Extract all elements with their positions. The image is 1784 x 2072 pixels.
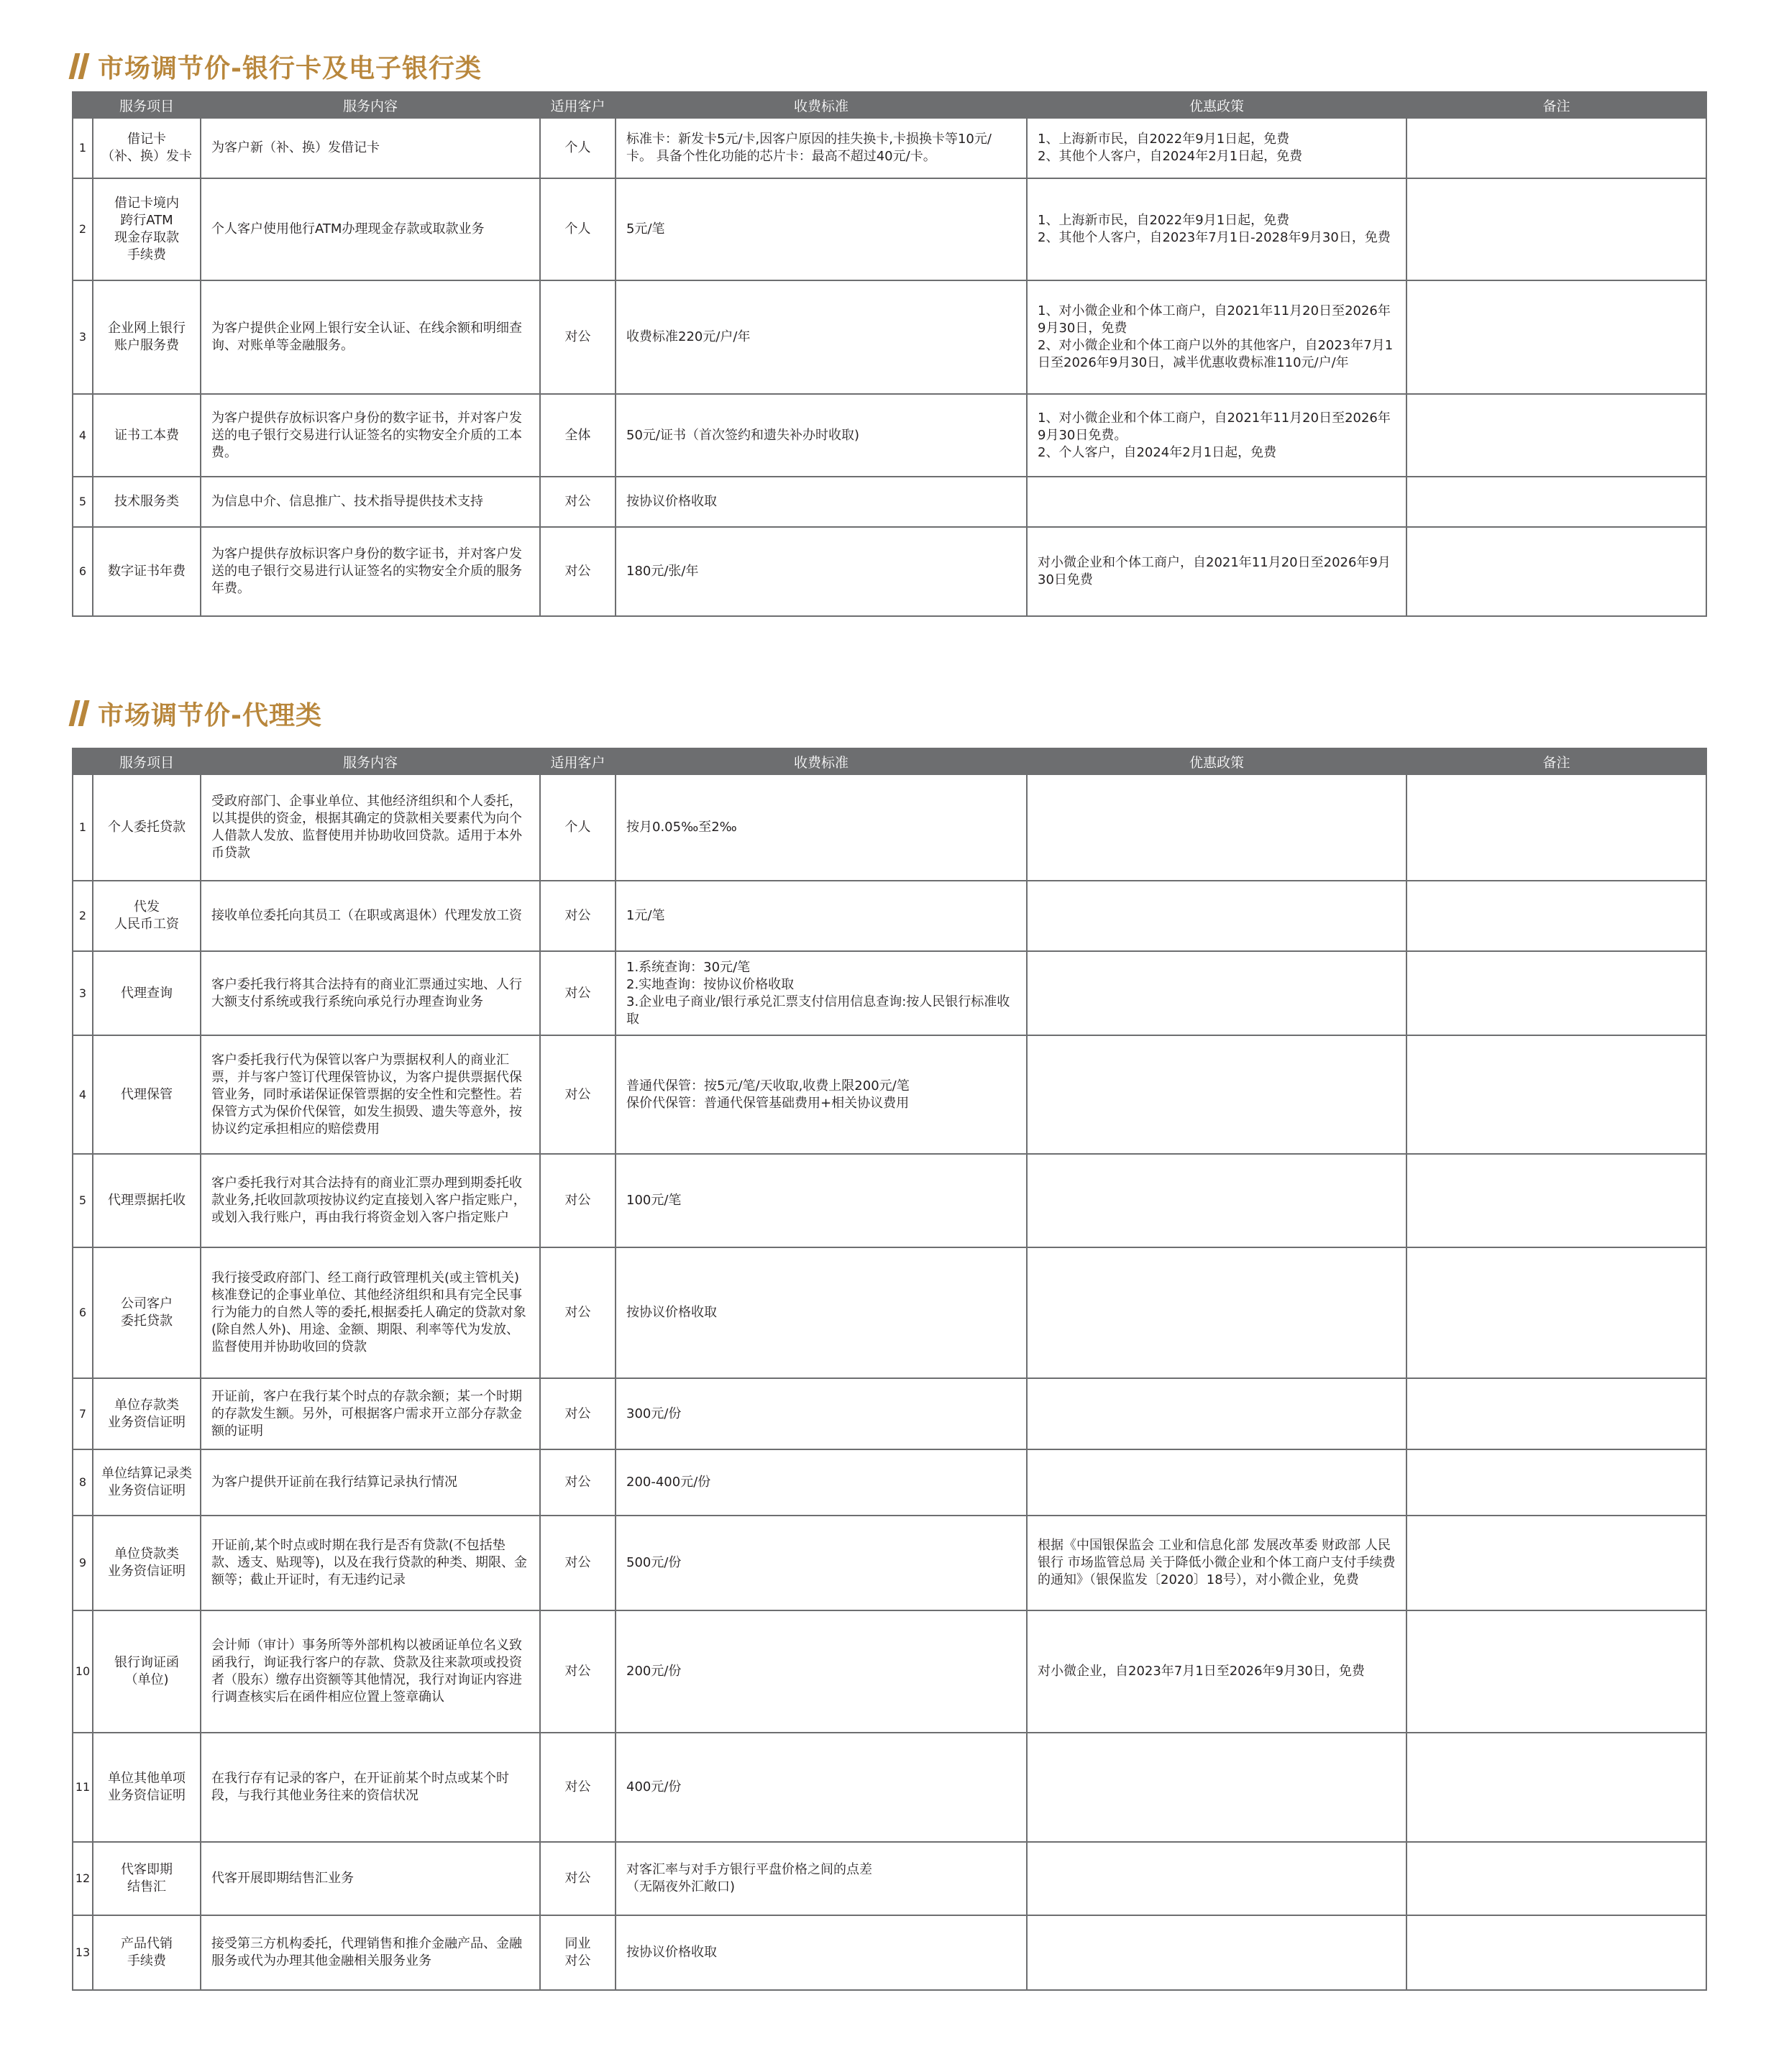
preferential-policy bbox=[1027, 477, 1406, 527]
row-number: 5 bbox=[73, 1154, 93, 1247]
table-header-row bbox=[73, 748, 1706, 774]
header-no bbox=[73, 748, 93, 774]
title-bars-icon bbox=[69, 700, 90, 726]
remark bbox=[1406, 881, 1706, 951]
row-number: 1 bbox=[73, 774, 93, 881]
section-title-bank-card bbox=[72, 45, 482, 88]
service-content: 为信息中介、信息推广、技术指导提供技术支持 bbox=[201, 477, 540, 527]
preferential-policy bbox=[1027, 881, 1406, 951]
applicable-customer: 对公 bbox=[540, 881, 616, 951]
applicable-customer: 对公 bbox=[540, 477, 616, 527]
service-content: 代客开展即期结售汇业务 bbox=[201, 1842, 540, 1915]
remark bbox=[1406, 1154, 1706, 1247]
table-row bbox=[73, 1378, 1706, 1449]
preferential-policy: 1、上海新市民，自2022年9月1日起，免费 2、其他个人客户，自2024年2月1日起，免费 bbox=[1027, 118, 1406, 178]
header-note: 备注 bbox=[1406, 748, 1706, 774]
fee-standard: 5元/笔 bbox=[616, 178, 1027, 280]
row-number: 2 bbox=[73, 178, 93, 280]
header-no bbox=[73, 92, 93, 118]
remark bbox=[1406, 1247, 1706, 1378]
fee-standard: 100元/笔 bbox=[616, 1154, 1027, 1247]
fee-standard: 200-400元/份 bbox=[616, 1449, 1027, 1516]
service-item: 数字证书年费 bbox=[93, 527, 201, 616]
applicable-customer: 个人 bbox=[540, 178, 616, 280]
fee-standard: 对客汇率与对手方银行平盘价格之间的点差 （无隔夜外汇敞口) bbox=[616, 1842, 1027, 1915]
fee-table-bank-card bbox=[72, 91, 1707, 617]
remark bbox=[1406, 178, 1706, 280]
applicable-customer: 对公 bbox=[540, 1247, 616, 1378]
table-row bbox=[73, 881, 1706, 951]
fee-standard: 按协议价格收取 bbox=[616, 1247, 1027, 1378]
section-title-text: 市场调节价-代理类 bbox=[98, 700, 322, 730]
service-content: 为客户提供存放标识客户身份的数字证书，并对客户发送的电子银行交易进行认证签名的实物安全介质的工本费。 bbox=[201, 394, 540, 477]
service-content: 开证前，客户在我行某个时点的存款余额；某一个时期的存款发生额。另外，可根据客户需求开立部分存款金额的证明 bbox=[201, 1378, 540, 1449]
row-number: 10 bbox=[73, 1610, 93, 1733]
fee-standard: 按协议价格收取 bbox=[616, 477, 1027, 527]
service-item: 借记卡境内 跨行ATM 现金存取款 手续费 bbox=[93, 178, 201, 280]
remark bbox=[1406, 477, 1706, 527]
row-number: 1 bbox=[73, 118, 93, 178]
row-number: 2 bbox=[73, 881, 93, 951]
preferential-policy: 对小微企业，自2023年7月1日至2026年9月30日，免费 bbox=[1027, 1610, 1406, 1733]
service-item: 借记卡 （补、换）发卡 bbox=[93, 118, 201, 178]
remark bbox=[1406, 951, 1706, 1035]
service-item: 代理保管 bbox=[93, 1035, 201, 1154]
remark bbox=[1406, 1516, 1706, 1610]
applicable-customer: 对公 bbox=[540, 1610, 616, 1733]
service-content: 为客户提供开证前在我行结算记录执行情况 bbox=[201, 1449, 540, 1516]
table-row bbox=[73, 1516, 1706, 1610]
table-row bbox=[73, 1154, 1706, 1247]
header-customer: 适用客户 bbox=[540, 92, 616, 118]
table-row bbox=[73, 951, 1706, 1035]
remark bbox=[1406, 118, 1706, 178]
row-number: 6 bbox=[73, 1247, 93, 1378]
header-customer: 适用客户 bbox=[540, 748, 616, 774]
row-number: 12 bbox=[73, 1842, 93, 1915]
applicable-customer: 对公 bbox=[540, 1378, 616, 1449]
service-content: 客户委托我行对其合法持有的商业汇票办理到期委托收款业务,托收回款项按协议约定直接划入客户指定账户，或划入我行账户，再由我行将资金划入客户指定账户 bbox=[201, 1154, 540, 1247]
header-policy: 优惠政策 bbox=[1027, 92, 1406, 118]
preferential-policy bbox=[1027, 1154, 1406, 1247]
fee-standard: 180元/张/年 bbox=[616, 527, 1027, 616]
preferential-policy bbox=[1027, 1449, 1406, 1516]
preferential-policy: 1、对小微企业和个体工商户，自2021年11月20日至2026年9月30日免费。 2、个人客户，自2024年2月1日起，免费 bbox=[1027, 394, 1406, 477]
service-item: 代发 人民币工资 bbox=[93, 881, 201, 951]
preferential-policy bbox=[1027, 1378, 1406, 1449]
header-content: 服务内容 bbox=[201, 92, 540, 118]
table-row bbox=[73, 477, 1706, 527]
preferential-policy: 1、上海新市民，自2022年9月1日起，免费 2、其他个人客户，自2023年7月1日-2028年9月30日，免费 bbox=[1027, 178, 1406, 280]
table-row bbox=[73, 394, 1706, 477]
applicable-customer: 对公 bbox=[540, 1154, 616, 1247]
service-content: 受政府部门、企事业单位、其他经济组织和个人委托，以其提供的资金，根据其确定的贷款相关要素代为向个人借款人发放、监督使用并协助收回贷款。适用于本外币贷款 bbox=[201, 774, 540, 881]
applicable-customer: 对公 bbox=[540, 1449, 616, 1516]
fee-standard: 按协议价格收取 bbox=[616, 1915, 1027, 1990]
service-content: 个人客户使用他行ATM办理现金存款或取款业务 bbox=[201, 178, 540, 280]
fee-standard: 收费标准220元/户/年 bbox=[616, 280, 1027, 394]
applicable-customer: 对公 bbox=[540, 1516, 616, 1610]
applicable-customer: 个人 bbox=[540, 774, 616, 881]
table-row bbox=[73, 178, 1706, 280]
service-item: 证书工本费 bbox=[93, 394, 201, 477]
remark bbox=[1406, 527, 1706, 616]
service-item: 代理查询 bbox=[93, 951, 201, 1035]
service-content: 为客户提供存放标识客户身份的数字证书，并对客户发送的电子银行交易进行认证签名的实物安全介质的服务年费。 bbox=[201, 527, 540, 616]
fee-standard: 普通代保管：按5元/笔/天收取,收费上限200元/笔 保价代保管：普通代保管基础费用+相关协议费用 bbox=[616, 1035, 1027, 1154]
remark bbox=[1406, 1733, 1706, 1842]
table-row bbox=[73, 1035, 1706, 1154]
service-item: 银行询证函 （单位) bbox=[93, 1610, 201, 1733]
preferential-policy bbox=[1027, 1247, 1406, 1378]
applicable-customer: 个人 bbox=[540, 118, 616, 178]
preferential-policy bbox=[1027, 951, 1406, 1035]
service-item: 产品代销 手续费 bbox=[93, 1915, 201, 1990]
table-row bbox=[73, 774, 1706, 881]
preferential-policy: 根据《中国银保监会 工业和信息化部 发展改革委 财政部 人民银行 市场监管总局 关于降低小微企业和个体工商户支付手续费的通知》（银保监发〔2020〕18号），对小微企业，免费 bbox=[1027, 1516, 1406, 1610]
remark bbox=[1406, 1610, 1706, 1733]
remark bbox=[1406, 1378, 1706, 1449]
table-row bbox=[73, 280, 1706, 394]
header-fee: 收费标准 bbox=[616, 748, 1027, 774]
fee-standard: 400元/份 bbox=[616, 1733, 1027, 1842]
preferential-policy: 对小微企业和个体工商户，自2021年11月20日至2026年9月30日免费 bbox=[1027, 527, 1406, 616]
header-content: 服务内容 bbox=[201, 748, 540, 774]
remark bbox=[1406, 394, 1706, 477]
header-item: 服务项目 bbox=[93, 748, 201, 774]
table-row bbox=[73, 1247, 1706, 1378]
service-content: 为客户新（补、换）发借记卡 bbox=[201, 118, 540, 178]
service-content: 在我行存有记录的客户，在开证前某个时点或某个时段，与我行其他业务往来的资信状况 bbox=[201, 1733, 540, 1842]
row-number: 4 bbox=[73, 1035, 93, 1154]
service-content: 我行接受政府部门、经工商行政管理机关(或主管机关)核准登记的企事业单位、其他经济组织和具有完全民事行为能力的自然人等的委托,根据委托人确定的贷款对象(除自然人外)、用途、金额、期限、利率等代为发放、监督使用并协助收回的贷款 bbox=[201, 1247, 540, 1378]
applicable-customer: 同业 对公 bbox=[540, 1915, 616, 1990]
applicable-customer: 对公 bbox=[540, 1035, 616, 1154]
remark bbox=[1406, 1915, 1706, 1990]
service-item: 单位存款类 业务资信证明 bbox=[93, 1378, 201, 1449]
table-row bbox=[73, 1610, 1706, 1733]
fee-standard: 标准卡：新发卡5元/卡,因客户原因的挂失换卡,卡损换卡等10元/卡。 具备个性化功能的芯片卡：最高不超过40元/卡。 bbox=[616, 118, 1027, 178]
preferential-policy bbox=[1027, 1035, 1406, 1154]
service-item: 代理票据托收 bbox=[93, 1154, 201, 1247]
table-header-row bbox=[73, 92, 1706, 118]
fee-standard: 1.系统查询：30元/笔 2.实地查询：按协议价格收取 3.企业电子商业/银行承兑汇票支付信用信息查询:按人民银行标准收取 bbox=[616, 951, 1027, 1035]
remark bbox=[1406, 1035, 1706, 1154]
service-item: 单位贷款类 业务资信证明 bbox=[93, 1516, 201, 1610]
preferential-policy: 1、对小微企业和个体工商户，自2021年11月20日至2026年9月30日，免费 2、对小微企业和个体工商户以外的其他客户，自2023年7月1日至2026年9月30日，减半优惠收费标准110元/户/年 bbox=[1027, 280, 1406, 394]
fee-standard: 500元/份 bbox=[616, 1516, 1027, 1610]
fee-table-agency bbox=[72, 748, 1707, 1991]
table-row bbox=[73, 1842, 1706, 1915]
table-row bbox=[73, 1449, 1706, 1516]
row-number: 8 bbox=[73, 1449, 93, 1516]
fee-standard: 300元/份 bbox=[616, 1378, 1027, 1449]
header-note: 备注 bbox=[1406, 92, 1706, 118]
row-number: 6 bbox=[73, 527, 93, 616]
row-number: 3 bbox=[73, 951, 93, 1035]
header-policy: 优惠政策 bbox=[1027, 748, 1406, 774]
fee-standard: 200元/份 bbox=[616, 1610, 1027, 1733]
table-row bbox=[73, 1733, 1706, 1842]
row-number: 3 bbox=[73, 280, 93, 394]
title-bars-icon bbox=[69, 53, 90, 79]
service-content: 客户委托我行将其合法持有的商业汇票通过实地、人行大额支付系统或我行系统向承兑行办理查询业务 bbox=[201, 951, 540, 1035]
row-number: 5 bbox=[73, 477, 93, 527]
section-title-text: 市场调节价-银行卡及电子银行类 bbox=[98, 53, 482, 83]
row-number: 13 bbox=[73, 1915, 93, 1990]
applicable-customer: 对公 bbox=[540, 1842, 616, 1915]
remark bbox=[1406, 1449, 1706, 1516]
fee-standard: 1元/笔 bbox=[616, 881, 1027, 951]
table-row bbox=[73, 527, 1706, 616]
fee-standard: 按月0.05‰至2‰ bbox=[616, 774, 1027, 881]
applicable-customer: 对公 bbox=[540, 527, 616, 616]
preferential-policy bbox=[1027, 1842, 1406, 1915]
row-number: 4 bbox=[73, 394, 93, 477]
remark bbox=[1406, 774, 1706, 881]
preferential-policy bbox=[1027, 774, 1406, 881]
preferential-policy bbox=[1027, 1733, 1406, 1842]
service-item: 公司客户 委托贷款 bbox=[93, 1247, 201, 1378]
service-item: 个人委托贷款 bbox=[93, 774, 201, 881]
applicable-customer: 全体 bbox=[540, 394, 616, 477]
service-content: 开证前,某个时点或时期在我行是否有贷款(不包括垫款、透支、贴现等)，以及在我行贷款的种类、期限、金额等；截止开证时，有无违约记录 bbox=[201, 1516, 540, 1610]
applicable-customer: 对公 bbox=[540, 1733, 616, 1842]
applicable-customer: 对公 bbox=[540, 951, 616, 1035]
remark bbox=[1406, 1842, 1706, 1915]
service-item: 企业网上银行 账户服务费 bbox=[93, 280, 201, 394]
service-item: 技术服务类 bbox=[93, 477, 201, 527]
service-content: 会计师（审计）事务所等外部机构以被函证单位名义致函我行，询证我行客户的存款、贷款及往来款项或投资者（股东）缴存出资额等其他情况，我行对询证内容进行调查核实后在函件相应位置上签章确认 bbox=[201, 1610, 540, 1733]
service-item: 代客即期 结售汇 bbox=[93, 1842, 201, 1915]
service-content: 为客户提供企业网上银行安全认证、在线余额和明细查询、对账单等金融服务。 bbox=[201, 280, 540, 394]
service-content: 接收单位委托向其员工（在职或离退休）代理发放工资 bbox=[201, 881, 540, 951]
remark bbox=[1406, 280, 1706, 394]
preferential-policy bbox=[1027, 1915, 1406, 1990]
fee-standard: 50元/证书（首次签约和遗失补办时收取) bbox=[616, 394, 1027, 477]
header-item: 服务项目 bbox=[93, 92, 201, 118]
row-number: 11 bbox=[73, 1733, 93, 1842]
service-content: 客户委托我行代为保管以客户为票据权利人的商业汇票，并与客户签订代理保管协议，为客户提供票据代保管业务，同时承诺保证保管票据的安全性和完整性。若保管方式为保价代保管，如发生损毁、遗失等意外，按协议约定承担相应的赔偿费用 bbox=[201, 1035, 540, 1154]
service-content: 接受第三方机构委托，代理销售和推介金融产品、金融服务或代为办理其他金融相关服务业务 bbox=[201, 1915, 540, 1990]
row-number: 9 bbox=[73, 1516, 93, 1610]
row-number: 7 bbox=[73, 1378, 93, 1449]
table-row bbox=[73, 1915, 1706, 1990]
applicable-customer: 对公 bbox=[540, 280, 616, 394]
header-fee: 收费标准 bbox=[616, 92, 1027, 118]
service-item: 单位其他单项 业务资信证明 bbox=[93, 1733, 201, 1842]
table-row bbox=[73, 118, 1706, 178]
service-item: 单位结算记录类 业务资信证明 bbox=[93, 1449, 201, 1516]
section-title-agency bbox=[72, 692, 322, 735]
